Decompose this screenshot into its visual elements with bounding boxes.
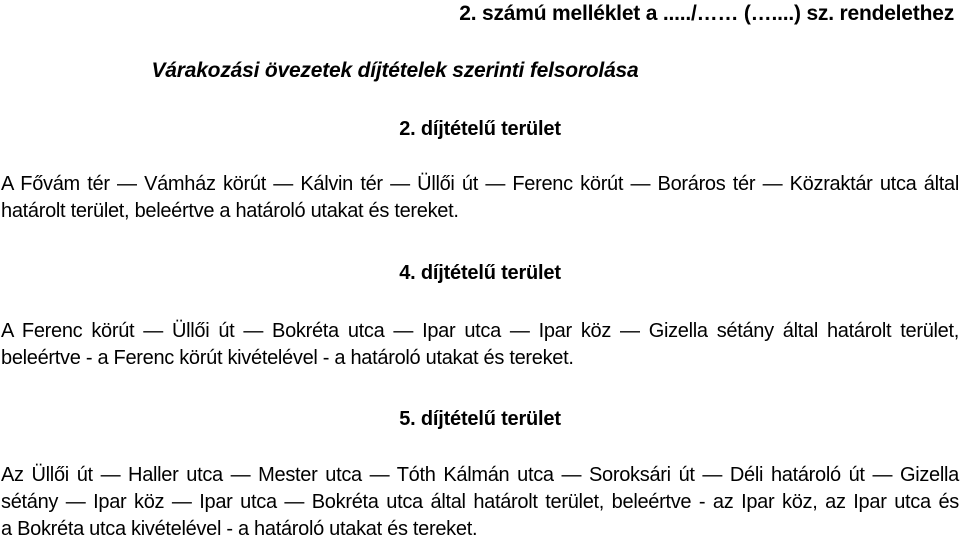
zone-description-line: sétány — Ipar köz — Ipar utca — Bokréta utca által határolt terület, beleértve - az Ipar köz, az Ipar utca és	[1, 491, 959, 513]
annex-reference: 2. számú melléklet a ...../…… (…....) sz. rendelethez	[459, 2, 954, 25]
zone-description-line: beleértve - a Ferenc körút kivételével - a határoló utakat és tereket.	[1, 347, 574, 369]
zone-description-line: a Bokréta utca kivételével - a határoló utakat és tereket.	[1, 518, 478, 540]
zone-description-line: A Fővám tér — Vámház körút — Kálvin tér — Üllői út — Ferenc körút — Boráros tér — Közraktár utca által	[1, 173, 959, 195]
zone-heading-4: 4. díjtételű terület	[399, 262, 561, 284]
zone-heading-2: 2. díjtételű terület	[399, 118, 561, 140]
zone-heading-5: 5. díjtételű terület	[399, 408, 561, 430]
zone-description-line: határolt terület, beleértve a határoló utakat és tereket.	[1, 200, 459, 222]
document-title: Várakozási övezetek díjtételek szerinti felsorolása	[151, 59, 639, 82]
zone-description-2	[1, 171, 959, 225]
zone-description-5	[1, 462, 959, 543]
zone-description-line: A Ferenc körút — Üllői út — Bokréta utca — Ipar utca — Ipar köz — Gizella sétány által határolt terület,	[1, 320, 959, 342]
zone-description-line: Az Üllői út — Haller utca — Mester utca — Tóth Kálmán utca — Soroksári út — Déli határoló út — Gizella	[1, 464, 959, 486]
zone-description-4	[1, 318, 959, 372]
